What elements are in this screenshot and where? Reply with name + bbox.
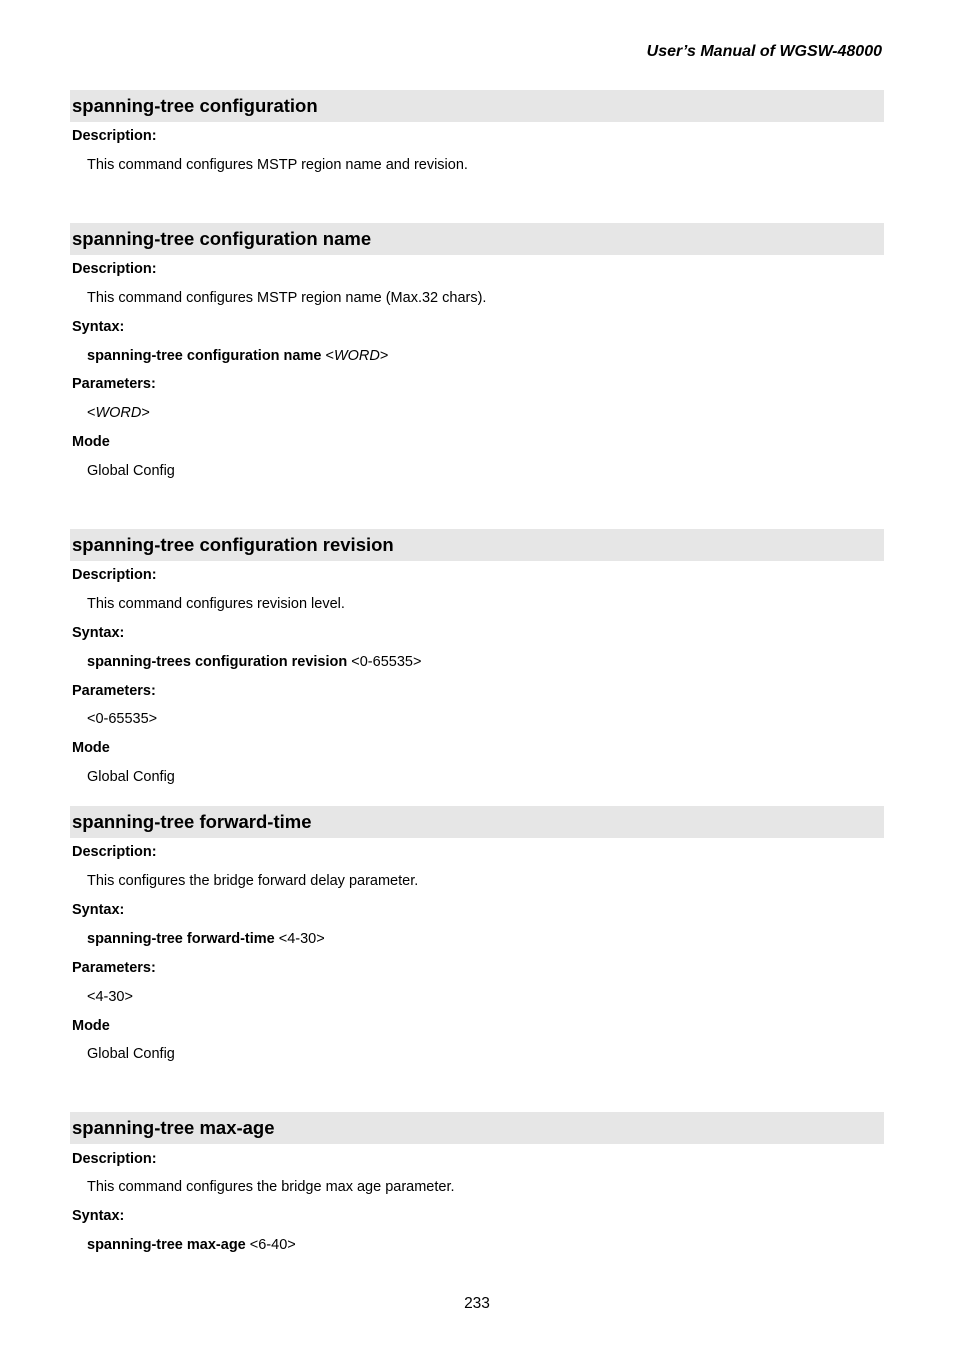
mode-label: Mode: [72, 1018, 110, 1034]
description-text: This command configures MSTP region name (Max.32 chars).: [87, 290, 487, 306]
syntax-argument: <0-65535>: [347, 654, 422, 670]
section-heading-configuration-name: spanning-tree configuration name: [70, 223, 884, 255]
section-heading-forward-time: spanning-tree forward-time: [70, 806, 884, 838]
parameter-line: [87, 405, 150, 421]
section-heading-max-age: spanning-tree max-age: [70, 1112, 884, 1144]
syntax-command: spanning-tree configuration name: [87, 348, 322, 364]
syntax-command: spanning-trees configuration revision: [87, 654, 348, 670]
syntax-command: spanning-tree forward-time: [87, 931, 275, 947]
description-label: Description:: [72, 567, 157, 583]
syntax-argument: <6-40>: [245, 1237, 296, 1253]
param-close: >: [141, 405, 150, 421]
mode-value: Global Config: [87, 463, 175, 479]
section-heading-configuration-revision: spanning-tree configuration revision: [70, 529, 884, 561]
page-number: 233: [464, 1295, 490, 1312]
manual-title: User’s Manual of WGSW-48000: [646, 43, 882, 60]
description-label: Description:: [72, 844, 157, 860]
syntax-argument: WORD: [333, 348, 380, 364]
description-text: This command configures the bridge max age parameter.: [87, 1179, 455, 1195]
parameters-label: Parameters:: [72, 683, 156, 699]
parameters-label: Parameters:: [72, 960, 156, 976]
description-text: This command configures revision level.: [87, 596, 345, 612]
mode-label: Mode: [72, 434, 110, 450]
syntax-label: Syntax:: [72, 902, 125, 918]
syntax-label: Syntax:: [72, 1208, 125, 1224]
description-text: This command configures MSTP region name and revision.: [87, 157, 468, 173]
mode-value: Global Config: [87, 769, 175, 785]
parameter-value: WORD: [95, 405, 142, 421]
syntax-arg-open: <: [321, 348, 334, 364]
syntax-arg-close: >: [379, 348, 389, 364]
parameters-label: Parameters:: [72, 376, 156, 392]
syntax-line: [87, 931, 325, 947]
parameter-value: <0-65535>: [87, 711, 158, 727]
syntax-line: [87, 1237, 296, 1253]
syntax-argument: <4-30>: [274, 931, 325, 947]
description-label: Description:: [72, 261, 157, 277]
mode-label: Mode: [72, 740, 110, 756]
description-label: Description:: [72, 128, 157, 144]
param-open: <: [87, 405, 96, 421]
description-text: This configures the bridge forward delay parameter.: [87, 873, 419, 889]
syntax-line: [87, 348, 388, 364]
parameter-value: <4-30>: [87, 989, 133, 1005]
mode-value: Global Config: [87, 1046, 175, 1062]
description-label: Description:: [72, 1151, 157, 1167]
syntax-label: Syntax:: [72, 625, 125, 641]
section-heading-configuration: spanning-tree configuration: [70, 90, 884, 122]
syntax-label: Syntax:: [72, 319, 125, 335]
syntax-line: [87, 654, 421, 670]
syntax-command: spanning-tree max-age: [87, 1237, 246, 1253]
